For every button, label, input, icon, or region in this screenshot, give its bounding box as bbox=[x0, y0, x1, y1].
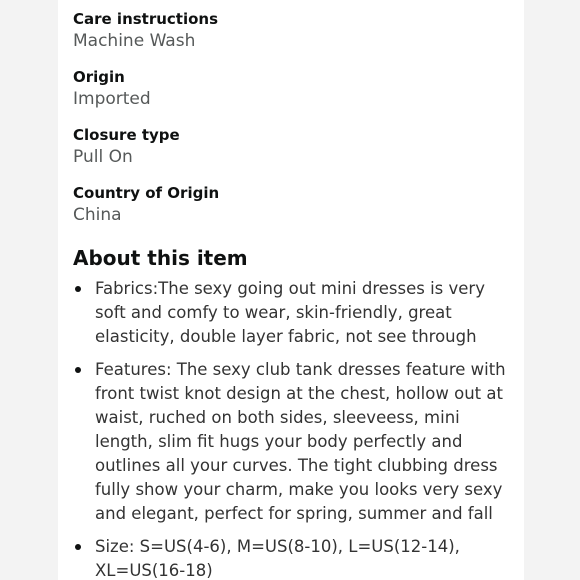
bullet-fabrics bbox=[73, 277, 518, 349]
detail-label: Origin bbox=[73, 68, 125, 86]
detail-value: Pull On bbox=[73, 147, 133, 167]
detail-value: China bbox=[73, 205, 122, 225]
detail-value: Machine Wash bbox=[73, 31, 196, 51]
detail-value: Imported bbox=[73, 89, 151, 109]
detail-label: Country of Origin bbox=[73, 184, 220, 202]
bullet-size bbox=[73, 535, 518, 580]
bullet-text: Features: The sexy club tank dresses feature with front twist knot design at the chest, hollow out at waist, ruched on both sides, sleeveess, mini length, slim fit hugs your body perfectly and outlines all your curves. The tight clubbing dress fully show your charm, make you looks very sexy and elegant, perfect for spring, summer and fall bbox=[95, 360, 506, 523]
detail-country-of-origin bbox=[73, 184, 518, 227]
bullet-features bbox=[73, 358, 518, 526]
detail-closure-type bbox=[73, 126, 518, 169]
about-bullet-list bbox=[73, 277, 518, 580]
product-details-content bbox=[73, 10, 518, 580]
detail-care-instructions bbox=[73, 10, 518, 53]
detail-label: Care instructions bbox=[73, 10, 219, 28]
bullet-dot-icon bbox=[75, 544, 81, 550]
detail-origin bbox=[73, 68, 518, 111]
bullet-text: Size: S=US(4-6), M=US(8-10), L=US(12-14), XL=US(16-18) bbox=[95, 537, 460, 580]
about-section-title: About this item bbox=[73, 246, 248, 270]
bullet-dot-icon bbox=[75, 286, 81, 292]
bullet-dot-icon bbox=[75, 367, 81, 373]
product-details-panel bbox=[58, 0, 524, 580]
bullet-text: Fabrics:The sexy going out mini dresses is very soft and comfy to wear, skin-friendly, great elasticity, double layer fabric, not see through bbox=[95, 279, 485, 346]
detail-label: Closure type bbox=[73, 126, 180, 144]
